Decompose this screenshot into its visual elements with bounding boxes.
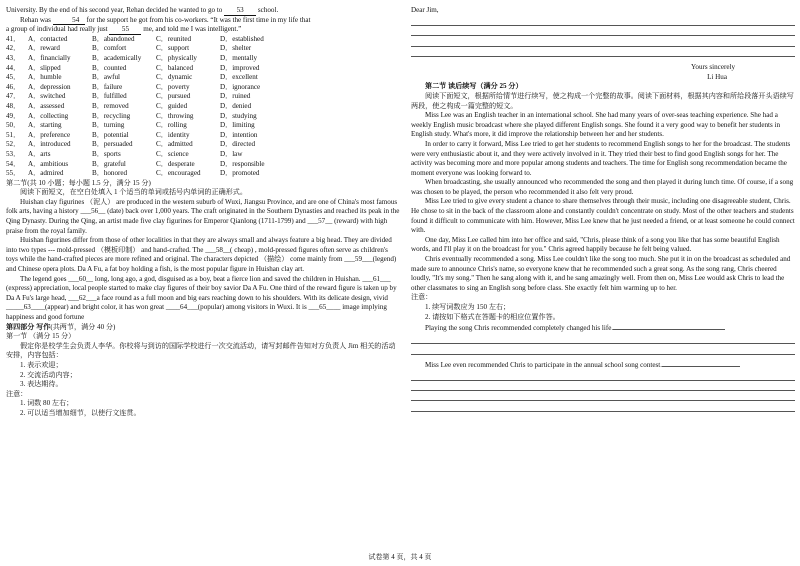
writing-line[interactable]	[411, 370, 795, 380]
note-label: 注意：	[411, 293, 433, 302]
option-row	[6, 140, 400, 150]
option-c[interactable]: C．poverty	[156, 82, 190, 91]
story-paragraph: Chris eventually recommended a song. Miss Lee couldn't like the song too much. She put it in on the broadcast as scheduled and made sure to announce Chris's name, so everyone knew that he recommended such a great song. As the song rang, Chris cheered loudly, "It's my song." Then he sang along with it, and he sang amazingly well. From then on, Miss Lee would ask Chris to lead the other classmates to sing an English song before class. She exactly felt him warming up to her.	[411, 255, 791, 292]
option-b[interactable]: B．sports	[92, 149, 121, 158]
option-d[interactable]: D．ignorance	[220, 82, 261, 91]
option-c[interactable]: C．identity	[156, 130, 190, 139]
option-b[interactable]: B．turning	[92, 121, 125, 130]
option-a[interactable]: A．introduced	[28, 140, 71, 149]
question-number: 48．	[6, 101, 21, 110]
option-c[interactable]: C．science	[156, 149, 189, 158]
signature: Li Hua	[707, 72, 727, 81]
option-a[interactable]: A．arts	[28, 149, 51, 158]
salutation: Dear Jim,	[411, 6, 439, 14]
section1-item: 2. 交流活动内容；	[20, 370, 77, 379]
question-number: 41．	[6, 34, 21, 43]
blank-53[interactable]: 53	[224, 6, 256, 16]
section2-instructions: 阅读下面短文，根据所给情节进行续写，使之构成一个完整的故事。阅读下面材料，根据其内容和所给段落开头语续写两段，使之构成一篇完整的短文。	[411, 91, 794, 110]
option-d[interactable]: D．law	[220, 149, 243, 158]
option-d[interactable]: D．denied	[220, 101, 252, 110]
option-a[interactable]: A．assessed	[28, 101, 65, 110]
story-paragraph: One day, Miss Lee called him into her office and said, "Chris, please think of a song you like that has some beautiful English words, and I'll play it on the broadcast for you." Chris agreed happily because he felt being valued.	[411, 235, 780, 254]
question-number: 51．	[6, 130, 21, 139]
passage-end-line: Rehan was 54 for the support he got from his co-workers. “It was the first time in my life that	[20, 15, 311, 24]
note-label: 注意：	[6, 389, 28, 398]
option-b[interactable]: B．potential	[92, 130, 129, 139]
option-c[interactable]: C．desperate	[156, 159, 195, 168]
option-row	[6, 131, 400, 141]
option-row	[6, 102, 400, 112]
option-c[interactable]: C．support	[156, 44, 190, 53]
option-c[interactable]: C．encouraged	[156, 169, 201, 178]
option-row	[6, 121, 400, 131]
option-a[interactable]: A．admired	[28, 169, 64, 178]
option-d[interactable]: D．shelter	[220, 44, 252, 53]
option-b[interactable]: B．removed	[92, 101, 129, 110]
section1-header: 第一节 （满分 15 分）	[6, 332, 76, 341]
section1-instructions: 假定你是校学生会负责人李华。你校将与到访的国际学校进行一次交流活动，请写封邮件告知对方负责人 Jim 相关的活动安排，内容包括：	[6, 341, 396, 360]
option-row	[6, 54, 400, 64]
question-number: 46．	[6, 82, 21, 91]
option-b[interactable]: B．grateful	[92, 159, 126, 168]
option-b[interactable]: B．comfort	[92, 44, 127, 53]
question-number: 42．	[6, 44, 21, 53]
option-b[interactable]: B．recycling	[92, 111, 131, 120]
option-c[interactable]: C．physically	[156, 53, 197, 62]
question-number: 44．	[6, 63, 21, 72]
writing-line[interactable]	[411, 16, 795, 26]
right-column	[411, 6, 795, 412]
option-a[interactable]: A．slipped	[28, 63, 61, 72]
option-a[interactable]: A．ambitious	[28, 159, 69, 168]
passage-end-line: a group of individual had really just 55 me, and told me I was intelligent.”	[6, 25, 242, 34]
option-row	[6, 64, 400, 74]
writing-line[interactable]	[411, 401, 795, 411]
option-a[interactable]: A．switched	[28, 92, 66, 101]
question-number: 54．	[6, 159, 21, 168]
option-c[interactable]: C．dynamic	[156, 73, 193, 82]
option-c[interactable]: C．admitted	[156, 140, 193, 149]
section2-instructions: 阅读下面短文，在空白处填入 1 个适当的单词或括号内单词的正确形式。	[20, 188, 247, 197]
option-b[interactable]: B．abandoned	[92, 34, 135, 43]
passage-paragraph: Huishan clay figurines （泥人） are produced in the western suburb of Wuxi, Jiangsu Province, and are one of China's most famous folk arts, having a history ___56__ (date) back over 1,000 years. The craft originated in the Southern Dynasties and reached its peak in the Qing Dynasty. During the Qing, an artist made five clay figurines for Emperor Qianlong (1711-1799) and ___57__ (reward) with high praise from the royal family.	[6, 197, 400, 235]
option-row	[6, 92, 400, 102]
options-table	[6, 35, 400, 179]
option-d[interactable]: D．established	[220, 34, 264, 43]
note-item: 1. 词数 80 左右；	[20, 399, 74, 408]
option-row	[6, 35, 400, 45]
left-column	[6, 6, 400, 419]
section1-item: 1. 表示欢迎；	[20, 360, 63, 369]
question-number: 45．	[6, 73, 21, 82]
page-footer: 试卷第 4 页，共 4 页	[368, 553, 432, 561]
option-d[interactable]: D．responsible	[220, 159, 265, 168]
option-a[interactable]: A．humble	[28, 73, 62, 82]
option-c[interactable]: C．pursued	[156, 92, 191, 101]
option-a[interactable]: A．depression	[28, 82, 71, 91]
question-number: 53．	[6, 149, 21, 158]
writing-line[interactable]	[411, 334, 795, 344]
option-d[interactable]: D．directed	[220, 140, 256, 149]
passage-end-line: University. By the end of his second year, Rehan decided he wanted to go to 53 school.	[6, 6, 279, 14]
writing-line[interactable]	[411, 381, 795, 391]
option-a[interactable]: A．starting	[28, 121, 62, 130]
option-d[interactable]: D．promoted	[220, 169, 260, 178]
option-row	[6, 83, 400, 93]
writing-line[interactable]	[411, 26, 795, 36]
section2-header: 第二节 读后续写（满分 25 分）	[425, 82, 523, 91]
option-b[interactable]: B．counted	[92, 63, 127, 72]
note-item: 2. 请按如下格式在答题卡的相应位置作答。	[425, 312, 560, 321]
option-a[interactable]: A．reward	[28, 44, 60, 53]
blank-55[interactable]: 55	[109, 25, 141, 35]
passage-paragraph: The legend goes ___60__ long, long ago, a god, disguised as a boy, beat a fierce lion and saved the children in Huishan. ___61___ (express) appreciation, local people started to make clay figures of their boy savior Da A Fu. One third of the reward figure is taken up by Da A Fu's large head, ___62___a face round as a full moon and big ears reaching down to his shoulders. With its delicate design, vivid _____63____(appear) and bright color, it has won great ____64___(popular) among visitors in Wuxi. It is ___65____ image implying happiness and good fortune	[6, 274, 397, 321]
writing-line[interactable]	[411, 344, 795, 354]
option-b[interactable]: B．failure	[92, 82, 123, 91]
option-d[interactable]: D．mentally	[220, 53, 258, 62]
option-d[interactable]: D．ruined	[220, 92, 251, 101]
option-b[interactable]: B．fulfilled	[92, 92, 127, 101]
option-a[interactable]: A．contacted	[28, 34, 68, 43]
option-d[interactable]: D．excellent	[220, 73, 258, 82]
option-d[interactable]: D．limiting	[220, 121, 255, 130]
question-number: 55．	[6, 169, 21, 178]
option-b[interactable]: B．persuaded	[92, 140, 133, 149]
continuation-prompt-2: Miss Lee even recommended Chris to participate in the annual school song contest.	[411, 359, 795, 371]
question-number: 43．	[6, 53, 21, 62]
story-paragraph: In order to carry it forward, Miss Lee tried to get her students to recommend English songs to her for the broadcast. The students were very enthusiastic about it, and they were actively involved in it. They tried their best to find good English songs for her. The activity was becoming more and more popular among students and teachers. The time for English song recommendation became the moment everyone was looking forward to.	[411, 139, 791, 177]
question-number: 50．	[6, 121, 21, 130]
option-row	[6, 169, 400, 179]
blank-54[interactable]: 54	[53, 16, 85, 26]
option-row	[6, 73, 400, 83]
writing-line[interactable]	[411, 391, 795, 401]
question-number: 52．	[6, 140, 21, 149]
option-d[interactable]: D．improved	[220, 63, 260, 72]
option-row	[6, 44, 400, 54]
story-paragraph: When broadcasting, she usually announced who recommended the song and then played it during lunch time. Of course, if a song was chosen to be played, the person who recommended it also felt very proud.	[411, 178, 794, 196]
section1-item: 3. 表达期待。	[20, 380, 63, 389]
note-item: 1. 续写词数应为 150 左右；	[425, 303, 511, 311]
closing: Yours sincerely	[690, 63, 735, 72]
writing-line[interactable]	[411, 36, 795, 46]
passage-paragraph: Huishan figurines differ from those of other localities in that they are always small and always feature a big head. They are divided into two types --- mold-pressed （模板印制） and hand-crafted. The ___58__( cheap) , mold-pressed figures often serve as children's toys while the hand-crafted pieces are more refined and original. The characters depicted （描绘） come mainly from ___59___(legend) and Chinese opera plots. Da A Fu, a fat boy holding a fish, is the most popular figure in Huishan clay art.	[6, 236, 397, 274]
story-paragraph: Miss Lee was an English teacher in an international school. She had many years of over-seas teaching experience. She had a weekly English music broadcast where she played different English songs. She found it a very good way to benefit her students in English study. What's more, it did improve the relationship between her and her students.	[411, 111, 781, 139]
option-c[interactable]: C．reunited	[156, 34, 192, 43]
option-b[interactable]: B．awful	[92, 73, 120, 82]
note-item: 2. 可以适当增加细节，以使行文连贯。	[20, 408, 141, 417]
writing-line[interactable]	[411, 47, 795, 57]
option-row	[6, 160, 400, 170]
question-number: 49．	[6, 111, 21, 120]
option-row	[6, 150, 400, 160]
option-d[interactable]: D．studying	[220, 111, 257, 120]
option-c[interactable]: C．rolling	[156, 121, 187, 130]
part4-header: 第四部分 写作(共两节，满分 40 分)	[6, 322, 116, 331]
continuation-prompt-1: Playing the song Chris recommended completely changed his life.	[411, 322, 795, 334]
option-b[interactable]: B．academically	[92, 53, 142, 62]
option-d[interactable]: D．intention	[220, 130, 258, 139]
option-row	[6, 112, 400, 122]
option-c[interactable]: C．guided	[156, 101, 188, 110]
section2-header: 第二节(共 10 小题；每小题 1.5 分，满分 15 分)	[6, 178, 151, 187]
option-a[interactable]: A．preference	[28, 130, 71, 139]
question-number: 47．	[6, 92, 21, 101]
option-a[interactable]: A．collecting	[28, 111, 69, 120]
option-c[interactable]: C．throwing	[156, 111, 194, 120]
option-a[interactable]: A．financially	[28, 53, 71, 62]
option-c[interactable]: C．balanced	[156, 63, 194, 72]
option-b[interactable]: B．honored	[92, 169, 128, 178]
story-paragraph: Miss Lee tried to give every student a chance to share themselves through their music, including one disagreeable student, Chris. He chose to sit in the back of the classroom alone and constantly couldn't concentrate on study. Most of the other teachers and students found it difficult to communicate with him. However, Miss Lee knew that he just needed a friend, or at least someone he could connect with.	[411, 197, 795, 235]
